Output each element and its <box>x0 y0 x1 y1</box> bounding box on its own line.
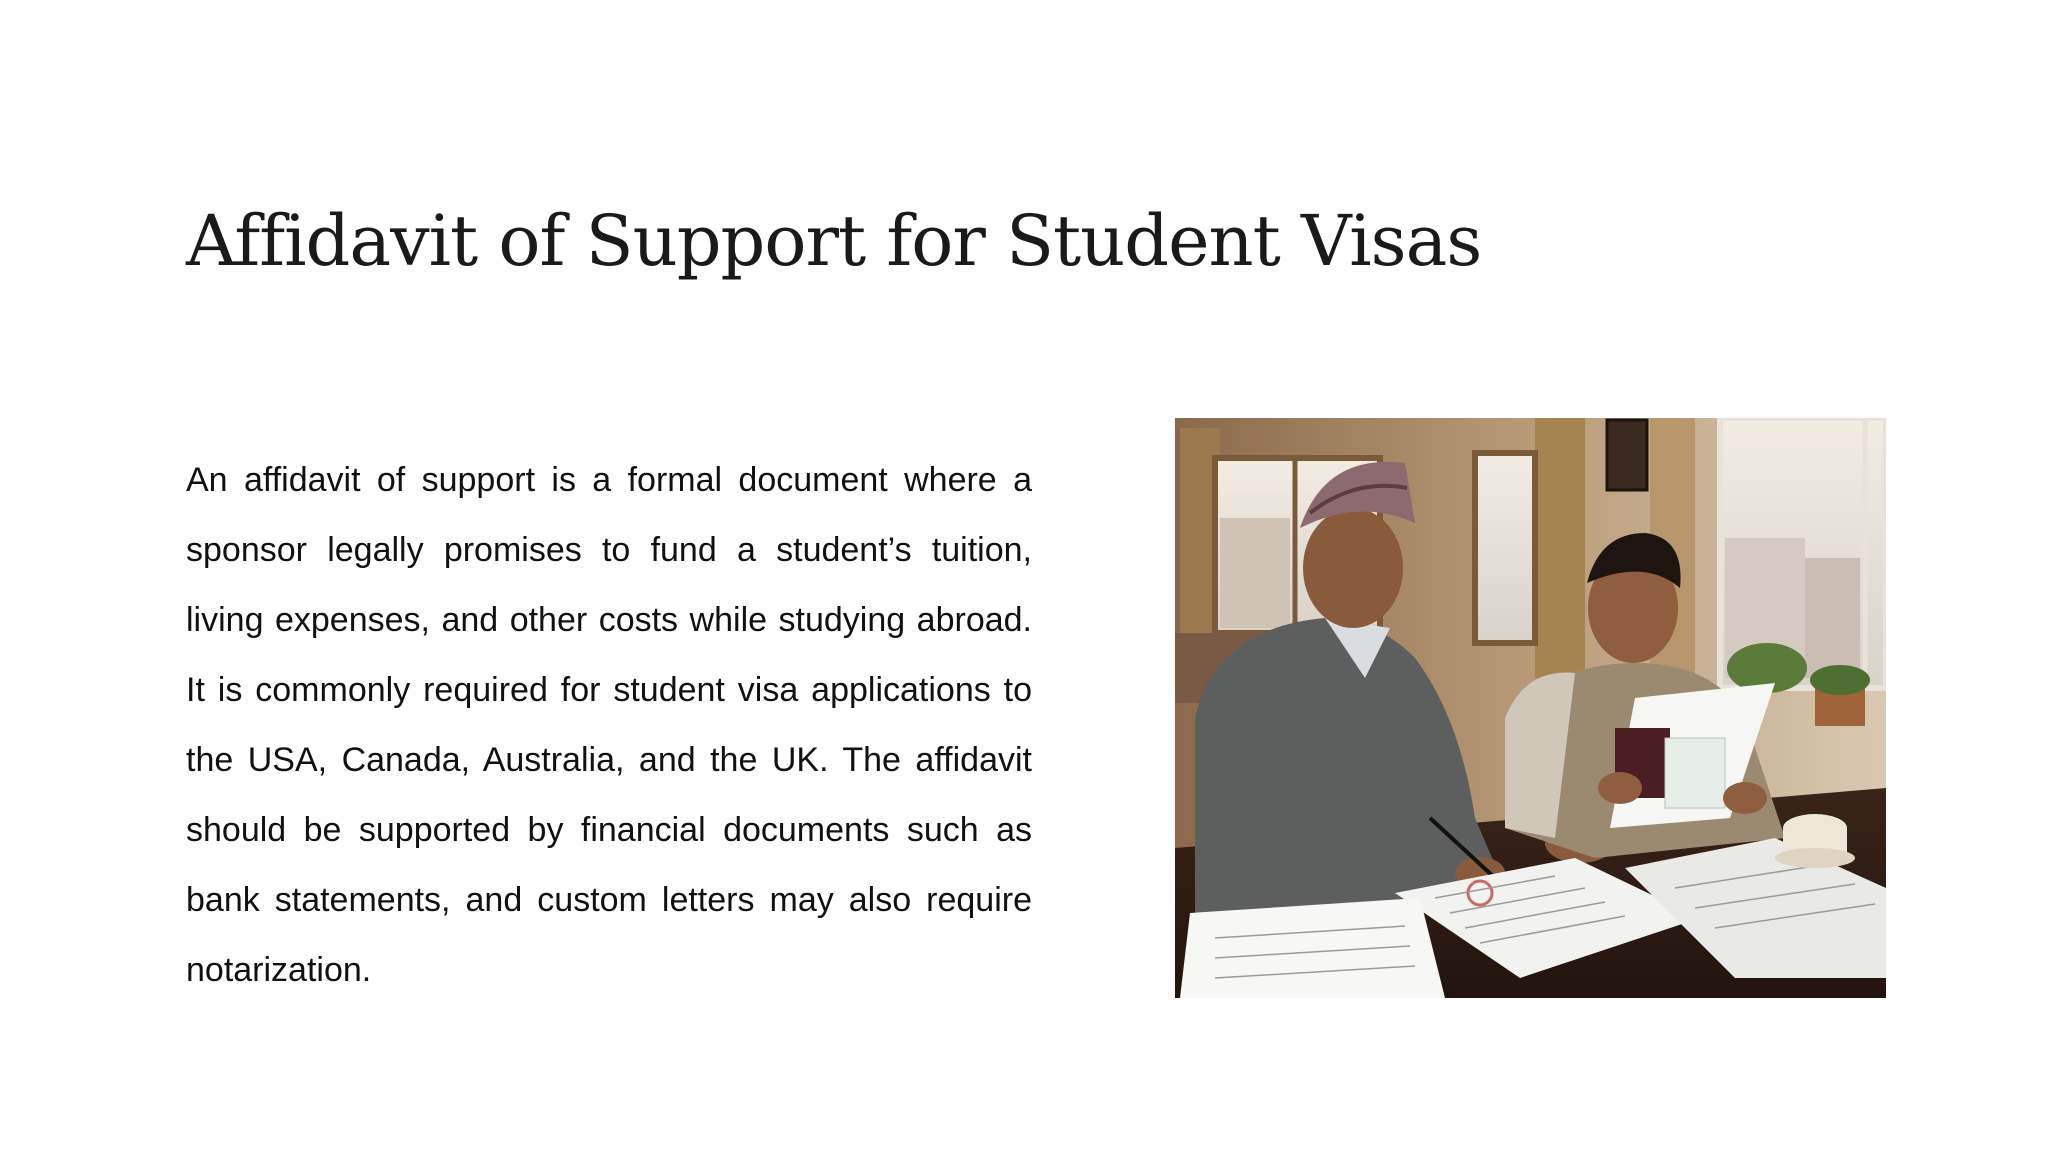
slide-body-text: An affidavit of support is a formal document where a sponsor legally promises to fund a student’s tuition, living expenses, and other costs while studying abroad. It is commonly required for student visa applications to the USA, Canada, Australia, and the UK. The affidavit should be supported by financial documents such as bank statements, and custom letters may also require notarization. <box>186 461 1032 989</box>
father-son-affidavit-photo <box>1175 418 1886 998</box>
photo-illustration <box>1175 418 1886 998</box>
slide-title: Affidavit of Support for Student Visas <box>186 200 1482 282</box>
